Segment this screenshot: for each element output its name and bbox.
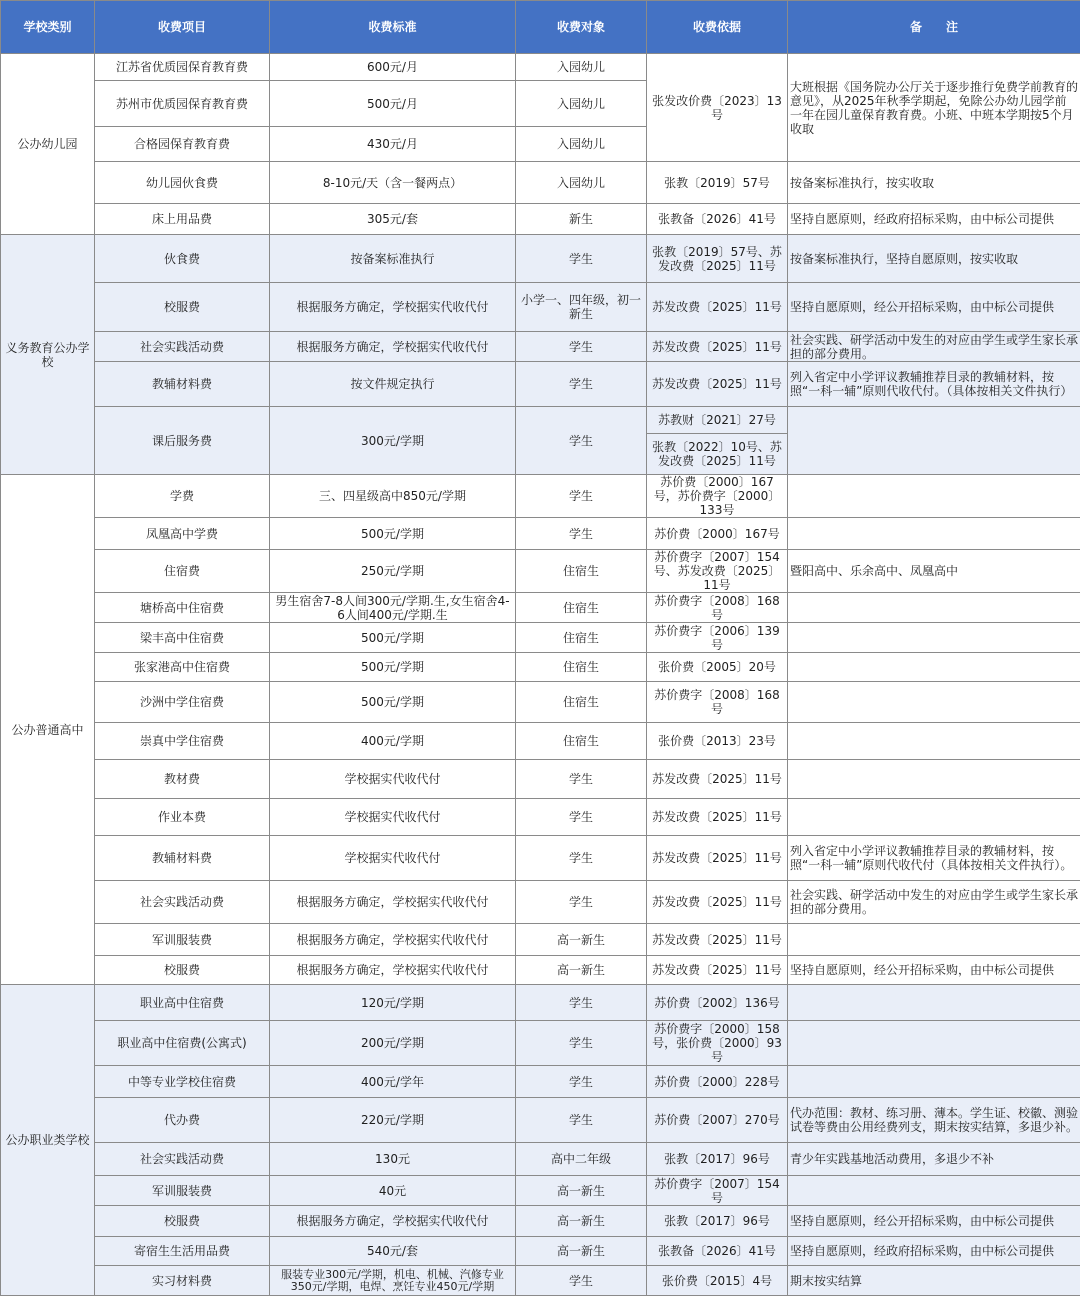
item-cell: 苏州市优质园保育教育费 (95, 81, 270, 127)
basis-cell: 苏教财〔2021〕27号 (647, 407, 788, 434)
standard-cell: 按备案标准执行 (270, 235, 516, 283)
item-cell: 伙食费 (95, 235, 270, 283)
table-row (1, 760, 1080, 799)
table-row (1, 653, 1080, 682)
table-row (1, 1237, 1080, 1266)
remark-cell: 大班根据《国务院办公厅关于逐步推行免费学前教育的意见》，从2025年秋季学期起，免除公办幼儿园学前一年在园儿童保育教育费。小班、中班本学期按5个月收取 (788, 54, 1080, 162)
basis-cell: 苏发改费〔2025〕11号 (647, 956, 788, 985)
standard-cell: 130元 (270, 1143, 516, 1176)
table-row (1, 1098, 1080, 1143)
basis-cell: 苏价费字〔2008〕168号 (647, 682, 788, 723)
item-cell: 张家港高中住宿费 (95, 653, 270, 682)
item-cell: 教材费 (95, 760, 270, 799)
item-cell: 江苏省优质园保育教育费 (95, 54, 270, 81)
item-cell: 崇真中学住宿费 (95, 723, 270, 760)
category-cell: 公办幼儿园 (1, 54, 95, 235)
header-basis: 收费依据 (647, 1, 788, 54)
item-cell: 校服费 (95, 283, 270, 332)
table-row (1, 1143, 1080, 1176)
target-cell: 学生 (516, 1266, 647, 1296)
target-cell: 高一新生 (516, 1206, 647, 1237)
standard-cell: 根据服务方确定，学校据实代收代付 (270, 881, 516, 924)
remark-cell: 社会实践、研学活动中发生的对应由学生或学生家长承担的部分费用。 (788, 332, 1080, 362)
table-row (1, 332, 1080, 362)
item-cell: 职业高中住宿费(公寓式) (95, 1021, 270, 1066)
item-cell: 沙洲中学住宿费 (95, 682, 270, 723)
table-row (1, 204, 1080, 235)
target-cell: 住宿生 (516, 723, 647, 760)
table-row (1, 956, 1080, 985)
basis-cell: 苏价费〔2007〕270号 (647, 1098, 788, 1143)
standard-cell: 500元/学期 (270, 518, 516, 550)
target-cell: 学生 (516, 836, 647, 881)
basis-cell: 苏价费字〔2008〕168号 (647, 593, 788, 623)
basis-cell: 苏发改费〔2025〕11号 (647, 799, 788, 836)
standard-cell: 220元/学期 (270, 1098, 516, 1143)
basis-cell: 张发改价费〔2023〕13号 (647, 54, 788, 162)
basis-cell: 苏价费〔2000〕228号 (647, 1066, 788, 1098)
basis-cell: 苏价费字〔2000〕158号，张价费〔2000〕93号 (647, 1021, 788, 1066)
remark-cell (788, 760, 1080, 799)
remark-cell: 按备案标准执行，坚持自愿原则，按实收取 (788, 235, 1080, 283)
target-cell: 高中二年级 (516, 1143, 647, 1176)
basis-cell: 苏发改费〔2025〕11号 (647, 881, 788, 924)
item-cell: 教辅材料费 (95, 362, 270, 407)
target-cell: 高一新生 (516, 956, 647, 985)
target-cell: 学生 (516, 881, 647, 924)
standard-cell: 学校据实代收代付 (270, 760, 516, 799)
remark-cell (788, 1176, 1080, 1206)
item-cell: 床上用品费 (95, 204, 270, 235)
table-row (1, 1266, 1080, 1296)
table-row (1, 1176, 1080, 1206)
remark-cell: 坚持自愿原则，经公开招标采购，由中标公司提供 (788, 283, 1080, 332)
basis-cell: 苏价费字〔2007〕154号、苏发改费〔2025〕11号 (647, 550, 788, 593)
remark-cell (788, 682, 1080, 723)
standard-cell: 学校据实代收代付 (270, 799, 516, 836)
table-row (1, 475, 1080, 518)
target-cell: 学生 (516, 235, 647, 283)
basis-cell: 张教备〔2026〕41号 (647, 1237, 788, 1266)
item-cell: 课后服务费 (95, 407, 270, 475)
target-cell: 学生 (516, 362, 647, 407)
target-cell: 学生 (516, 760, 647, 799)
remark-cell: 列入省定中小学评议教辅推荐目录的教辅材料，按照“一科一辅”原则代收代付（具体按相关文件执行）。 (788, 836, 1080, 881)
remark-cell: 坚持自愿原则，经政府招标采购，由中标公司提供 (788, 204, 1080, 235)
standard-cell: 200元/学期 (270, 1021, 516, 1066)
standard-cell: 根据服务方确定，学校据实代收代付 (270, 283, 516, 332)
standard-cell: 500元/学期 (270, 682, 516, 723)
target-cell: 高一新生 (516, 1237, 647, 1266)
remark-cell: 期末按实结算 (788, 1266, 1080, 1296)
basis-cell: 苏价费字〔2006〕139号 (647, 623, 788, 653)
table-row (1, 723, 1080, 760)
remark-cell: 暨阳高中、乐余高中、凤凰高中 (788, 550, 1080, 593)
basis-cell: 张教〔2019〕57号、苏发改费〔2025〕11号 (647, 235, 788, 283)
remark-cell: 坚持自愿原则，经公开招标采购，由中标公司提供 (788, 956, 1080, 985)
target-cell: 学生 (516, 1066, 647, 1098)
remark-cell: 坚持自愿原则，经公开招标采购，由中标公司提供 (788, 1206, 1080, 1237)
target-cell: 小学一、四年级，初一新生 (516, 283, 647, 332)
standard-cell: 430元/月 (270, 127, 516, 162)
basis-cell: 苏发改费〔2025〕11号 (647, 283, 788, 332)
basis-cell: 苏发改费〔2025〕11号 (647, 362, 788, 407)
basis-cell: 张教〔2022〕10号、苏发改费〔2025〕11号 (647, 434, 788, 475)
item-cell: 寄宿生生活用品费 (95, 1237, 270, 1266)
standard-cell: 120元/学期 (270, 985, 516, 1021)
standard-cell: 540元/套 (270, 1237, 516, 1266)
table-row (1, 881, 1080, 924)
standard-cell: 500元/月 (270, 81, 516, 127)
target-cell: 入园幼儿 (516, 162, 647, 204)
header-target: 收费对象 (516, 1, 647, 54)
standard-cell: 40元 (270, 1176, 516, 1206)
standard-cell: 500元/学期 (270, 653, 516, 682)
standard-cell: 400元/学期 (270, 723, 516, 760)
remark-cell: 代办范围：教材、练习册、薄本。学生证、校徽、测验试卷等费由公用经费列支，期末按实结算，多退少补。 (788, 1098, 1080, 1143)
remark-cell: 青少年实践基地活动费用，多退少不补 (788, 1143, 1080, 1176)
standard-cell: 250元/学期 (270, 550, 516, 593)
table-row (1, 550, 1080, 593)
standard-cell: 根据服务方确定，学校据实代收代付 (270, 332, 516, 362)
item-cell: 代办费 (95, 1098, 270, 1143)
target-cell: 学生 (516, 1021, 647, 1066)
basis-cell: 苏发改费〔2025〕11号 (647, 760, 788, 799)
standard-cell: 500元/学期 (270, 623, 516, 653)
item-cell: 塘桥高中住宿费 (95, 593, 270, 623)
remark-cell (788, 985, 1080, 1021)
table-row (1, 623, 1080, 653)
basis-cell: 张价费〔2013〕23号 (647, 723, 788, 760)
remark-cell (788, 518, 1080, 550)
remark-cell: 按备案标准执行，按实收取 (788, 162, 1080, 204)
basis-cell: 苏价费字〔2007〕154号 (647, 1176, 788, 1206)
target-cell: 住宿生 (516, 653, 647, 682)
item-cell: 幼儿园伙食费 (95, 162, 270, 204)
target-cell: 学生 (516, 332, 647, 362)
table-row (1, 799, 1080, 836)
category-cell: 义务教育公办学校 (1, 235, 95, 475)
item-cell: 社会实践活动费 (95, 332, 270, 362)
target-cell: 入园幼儿 (516, 127, 647, 162)
item-cell: 实习材料费 (95, 1266, 270, 1296)
remark-cell (788, 1066, 1080, 1098)
target-cell: 住宿生 (516, 623, 647, 653)
table-row (1, 924, 1080, 956)
table-row (1, 1206, 1080, 1237)
item-cell: 梁丰高中住宿费 (95, 623, 270, 653)
target-cell: 学生 (516, 799, 647, 836)
remark-cell (788, 653, 1080, 682)
basis-cell: 张价费〔2015〕4号 (647, 1266, 788, 1296)
target-cell: 住宿生 (516, 593, 647, 623)
target-cell: 住宿生 (516, 682, 647, 723)
target-cell: 高一新生 (516, 924, 647, 956)
remark-cell (788, 593, 1080, 623)
basis-cell: 苏价费〔2000〕167号，苏价费字〔2000〕133号 (647, 475, 788, 518)
table-row (1, 682, 1080, 723)
table-row (1, 1021, 1080, 1066)
item-cell: 社会实践活动费 (95, 881, 270, 924)
basis-cell: 苏发改费〔2025〕11号 (647, 332, 788, 362)
basis-cell: 苏发改费〔2025〕11号 (647, 924, 788, 956)
category-cell: 公办职业类学校 (1, 985, 95, 1296)
remark-cell: 坚持自愿原则，经政府招标采购，由中标公司提供 (788, 1237, 1080, 1266)
item-cell: 学费 (95, 475, 270, 518)
table-row (1, 407, 1080, 434)
standard-cell: 三、四星级高中850元/学期 (270, 475, 516, 518)
header-row (1, 1, 1080, 54)
item-cell: 合格园保育教育费 (95, 127, 270, 162)
header-school-type: 学校类别 (1, 1, 95, 54)
remark-cell (788, 924, 1080, 956)
target-cell: 入园幼儿 (516, 54, 647, 81)
table-row (1, 362, 1080, 407)
target-cell: 入园幼儿 (516, 81, 647, 127)
remark-cell: 列入省定中小学评议教辅推荐目录的教辅材料，按照“一科一辅”原则代收代付。（具体按相关文件执行） (788, 362, 1080, 407)
standard-cell: 根据服务方确定，学校据实代收代付 (270, 956, 516, 985)
remark-cell (788, 475, 1080, 518)
target-cell: 学生 (516, 985, 647, 1021)
basis-cell: 苏价费〔2002〕136号 (647, 985, 788, 1021)
standard-cell: 305元/套 (270, 204, 516, 235)
standard-cell: 服装专业300元/学期，机电、机械、汽修专业350元/学期，电焊、烹饪专业450元/学期 (270, 1266, 516, 1296)
standard-cell: 根据服务方确定，学校据实代收代付 (270, 1206, 516, 1237)
item-cell: 校服费 (95, 956, 270, 985)
item-cell: 作业本费 (95, 799, 270, 836)
remark-cell (788, 623, 1080, 653)
table-row (1, 518, 1080, 550)
table-row (1, 162, 1080, 204)
target-cell: 住宿生 (516, 550, 647, 593)
standard-cell: 学校据实代收代付 (270, 836, 516, 881)
header-standard: 收费标准 (270, 1, 516, 54)
target-cell: 学生 (516, 407, 647, 475)
item-cell: 凤凰高中学费 (95, 518, 270, 550)
item-cell: 职业高中住宿费 (95, 985, 270, 1021)
item-cell: 校服费 (95, 1206, 270, 1237)
target-cell: 学生 (516, 518, 647, 550)
category-cell: 公办普通高中 (1, 475, 95, 985)
standard-cell: 按文件规定执行 (270, 362, 516, 407)
table-row (1, 235, 1080, 283)
table-row (1, 54, 1080, 81)
standard-cell: 600元/月 (270, 54, 516, 81)
item-cell: 社会实践活动费 (95, 1143, 270, 1176)
basis-cell: 苏发改费〔2025〕11号 (647, 836, 788, 881)
remark-cell: 社会实践、研学活动中发生的对应由学生或学生家长承担的部分费用。 (788, 881, 1080, 924)
remark-cell (788, 1021, 1080, 1066)
item-cell: 住宿费 (95, 550, 270, 593)
table-row (1, 985, 1080, 1021)
target-cell: 学生 (516, 1098, 647, 1143)
standard-cell: 8-10元/天（含一餐两点） (270, 162, 516, 204)
basis-cell: 张教〔2019〕57号 (647, 162, 788, 204)
standard-cell: 男生宿舍7-8人间300元/学期.生,女生宿舍4-6人间400元/学期.生 (270, 593, 516, 623)
basis-cell: 张教〔2017〕96号 (647, 1143, 788, 1176)
table-row (1, 1066, 1080, 1098)
header-item: 收费项目 (95, 1, 270, 54)
basis-cell: 张教备〔2026〕41号 (647, 204, 788, 235)
basis-cell: 张教〔2017〕96号 (647, 1206, 788, 1237)
remark-cell (788, 407, 1080, 475)
standard-cell: 根据服务方确定，学校据实代收代付 (270, 924, 516, 956)
standard-cell: 400元/学年 (270, 1066, 516, 1098)
table-row (1, 593, 1080, 623)
target-cell: 高一新生 (516, 1176, 647, 1206)
remark-cell (788, 799, 1080, 836)
basis-cell: 张价费〔2005〕20号 (647, 653, 788, 682)
standard-cell: 300元/学期 (270, 407, 516, 475)
remark-cell (788, 723, 1080, 760)
item-cell: 中等专业学校住宿费 (95, 1066, 270, 1098)
item-cell: 军训服装费 (95, 1176, 270, 1206)
item-cell: 军训服装费 (95, 924, 270, 956)
target-cell: 学生 (516, 475, 647, 518)
item-cell: 教辅材料费 (95, 836, 270, 881)
target-cell: 新生 (516, 204, 647, 235)
table-row (1, 836, 1080, 881)
table-row (1, 283, 1080, 332)
basis-cell: 苏价费〔2000〕167号 (647, 518, 788, 550)
header-remark: 备 注 (788, 1, 1080, 54)
